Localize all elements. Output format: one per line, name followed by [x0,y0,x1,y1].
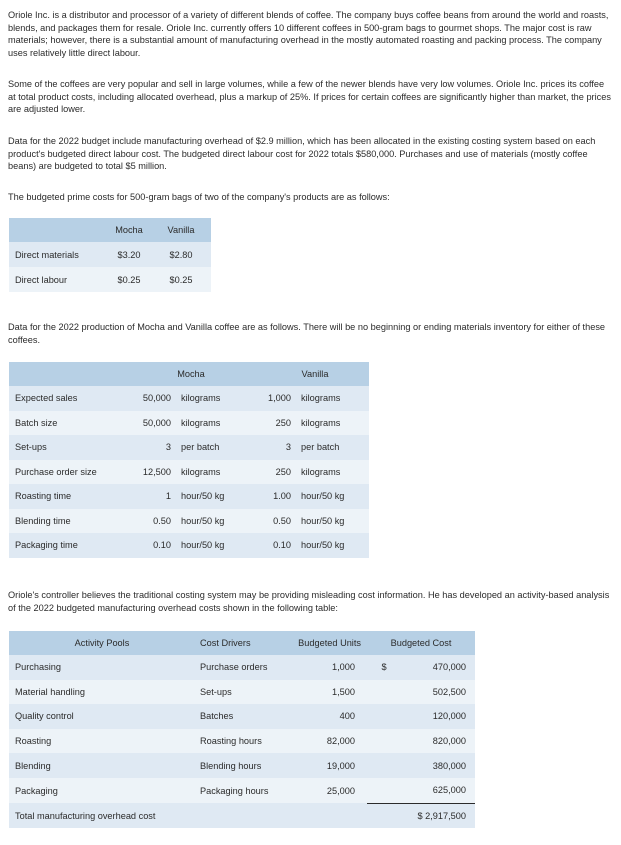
production-header [9,362,369,386]
header-budgeted-cost: Budgeted Cost [367,631,475,655]
table-row: Roasting time 1 hour/50 kg 1.00 hour/50 kg [9,484,369,509]
table-row: Quality control Batches 400 120,000 [9,704,475,729]
prime-costs-table [9,218,211,292]
prime-costs-header [9,218,211,242]
table-row: Blending time 0.50 hour/50 kg 0.50 hour/50 kg [9,509,369,534]
header-budgeted-units: Budgeted Units [291,631,367,655]
table-row: Material handling Set-ups 1,500 502,500 [9,680,475,705]
production-intro: Data for the 2022 production of Mocha and Vanilla coffee are as follows. There will be no beginning or ending materials inventory for either of these coffees. [8,322,606,345]
table-row: Expected sales 50,000 kilograms 1,000 kilograms [9,386,369,411]
table-row: Purchase order size 12,500 kilograms 250 kilograms [9,460,369,485]
table-row: Blending Blending hours 19,000 380,000 [9,753,475,778]
table-row: Set-ups 3 per batch 3 per batch [9,435,369,460]
total-row [9,803,475,828]
header-vanilla: Vanilla [261,362,369,386]
table-row: Packaging Packaging hours 25,000 625,000 [9,778,475,803]
prime-costs-intro: The budgeted prime costs for 500-gram bags of two of the company's products are as follows: [8,192,390,202]
table-row: Batch size 50,000 kilograms 250 kilograms [9,411,369,436]
header-vanilla: Vanilla [151,218,211,242]
pricing-paragraph: Some of the coffees are very popular and sell in large volumes, while a few of the newer blends have very low volumes. Oriole Inc. prices its coffee at total product costs, including allocated overhead, plus a markup of 25%. If prices for certain coffees are significantly higher than market, the prices are adjusted lower. [8,79,611,114]
table-row: Packaging time 0.10 hour/50 kg 0.10 hour/50 kg [9,533,369,558]
header-cost-drivers: Cost Drivers [195,631,291,655]
total-value: $ 2,917,500 [367,803,475,828]
production-table [9,362,369,558]
table-row: Direct labour $0.25 $0.25 [9,267,211,292]
header-mocha: Mocha [107,218,151,242]
table-row: Roasting Roasting hours 82,000 820,000 [9,729,475,754]
table-row: Purchasing Purchase orders 1,000 $ 470,000 [9,655,475,680]
total-label: Total manufacturing overhead cost [9,803,195,828]
table-row: Direct materials $3.20 $2.80 [9,242,211,267]
header-mocha: Mocha [121,362,261,386]
intro-paragraph: Oriole Inc. is a distributor and processor of a variety of different blends of coffee. The company buys coffee beans from around the world and roasts, blends, and packages them for resale. Oriole Inc. currently offers 10 different coffees in 500-gram bags to gourmet shops. The major cost is raw materials; however, there is a substantial amount of manufacturing overhead in the mostly automated roasting and packing process. The company uses relatively little direct labour. [8,10,609,58]
header-activity-pools: Activity Pools [9,631,195,655]
activity-table [9,631,475,828]
activity-header [9,631,475,655]
budget-paragraph: Data for the 2022 budget include manufacturing overhead of $2.9 million, which has been allocated in the existing costing system based on each product's budgeted direct labour cost. The budgeted direct labour cost for 2022 totals $580,000. Purchases and use of materials (mostly coffee beans) are budgeted to total $5 million. [8,136,596,171]
controller-paragraph: Oriole's controller believes the traditional costing system may be providing misleading cost information. He has developed an activity-based analysis of the 2022 budgeted manufacturing overhead costs shown in the following table: [8,590,610,613]
